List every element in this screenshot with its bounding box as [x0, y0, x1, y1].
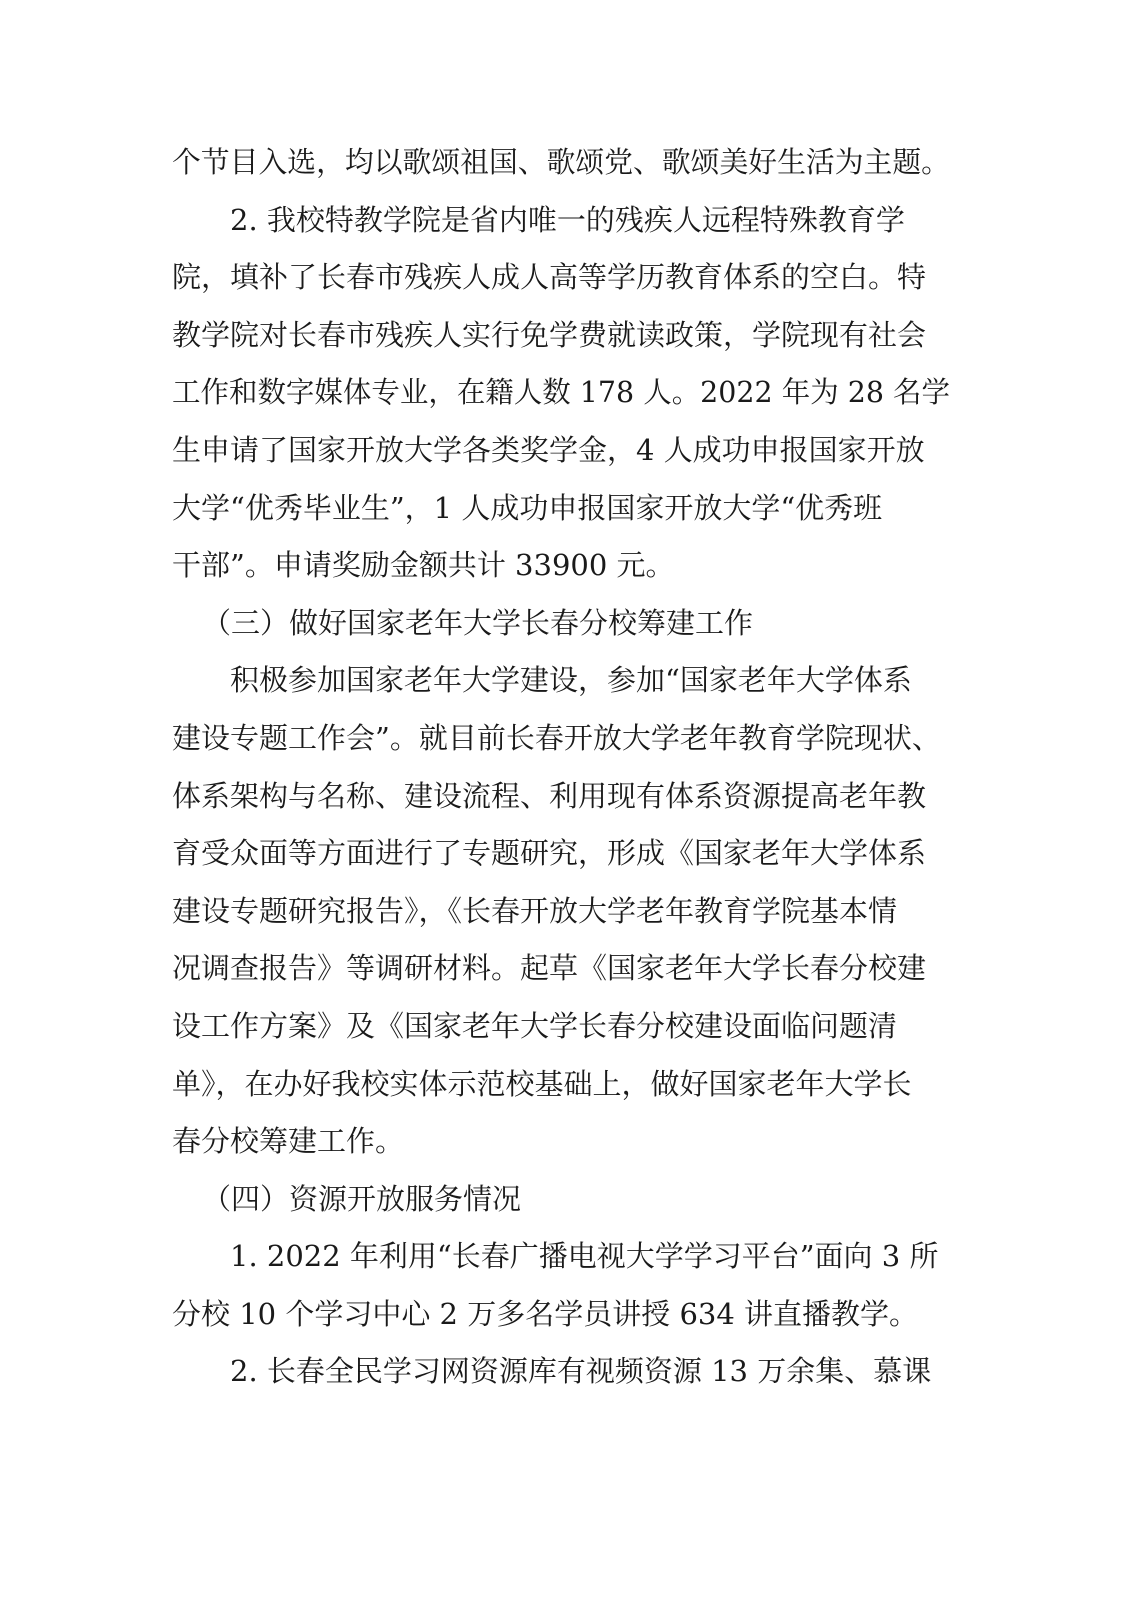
text-line: 2. 我校特教学院是省内唯一的残疾人远程特殊教育学 [230, 202, 905, 237]
document-body [172, 134, 950, 1401]
text-line: 个节目入选，均以歌颂祖国、歌颂党、歌颂美好生活为主题。 [172, 145, 950, 179]
text-line: 院，填补了长春市残疾人成人高等学历教育体系的空白。特 [172, 260, 927, 295]
section-heading: （三）做好国家老年大学长春分校筹建工作 [202, 605, 754, 640]
text-line: 1. 2022 年利用“长春广播电视大学学习平台”面向 3 所 [230, 1239, 939, 1274]
text-line: 大学“优秀毕业生”，1 人成功申报国家开放大学“优秀班 [172, 490, 883, 525]
text-line: 建设专题研究报告》，《长春开放大学老年教育学院基本情 [172, 893, 898, 928]
text-line: 育受众面等方面进行了专题研究，形成《国家老年大学体系 [172, 836, 927, 871]
text-line: 干部”。申请奖励金额共计 33900 元。 [172, 548, 675, 583]
text-line: 建设专题工作会”。就目前长春开放大学老年教育学院现状、 [172, 720, 941, 755]
text-line: 单》，在办好我校实体示范校基础上，做好国家老年大学长 [172, 1066, 912, 1101]
text-line: 工作和数字媒体专业，在籍人数 178 人。2022 年为 28 名学 [172, 375, 950, 410]
section-heading: （四）资源开放服务情况 [202, 1181, 522, 1216]
text-line: 2. 长春全民学习网资源库有视频资源 13 万余集、慕课 [230, 1354, 932, 1389]
text-line: 体系架构与名称、建设流程、利用现有体系资源提高老年教 [172, 778, 927, 813]
text-line: 生申请了国家开放大学各类奖学金，4 人成功申报国家开放 [172, 432, 925, 467]
text-line: 分校 10 个学习中心 2 万多名学员讲授 634 讲直播教学。 [172, 1296, 919, 1331]
text-line: 况调查报告》等调研材料。起草《国家老年大学长春分校建 [172, 951, 927, 986]
text-line: 积极参加国家老年大学建设，参加“国家老年大学体系 [230, 663, 912, 698]
text-line: 教学院对长春市残疾人实行免学费就读政策，学院现有社会 [172, 317, 927, 352]
text-line: 设工作方案》及《国家老年大学长春分校建设面临问题清 [172, 1008, 898, 1043]
text-line: 春分校筹建工作。 [172, 1124, 405, 1159]
